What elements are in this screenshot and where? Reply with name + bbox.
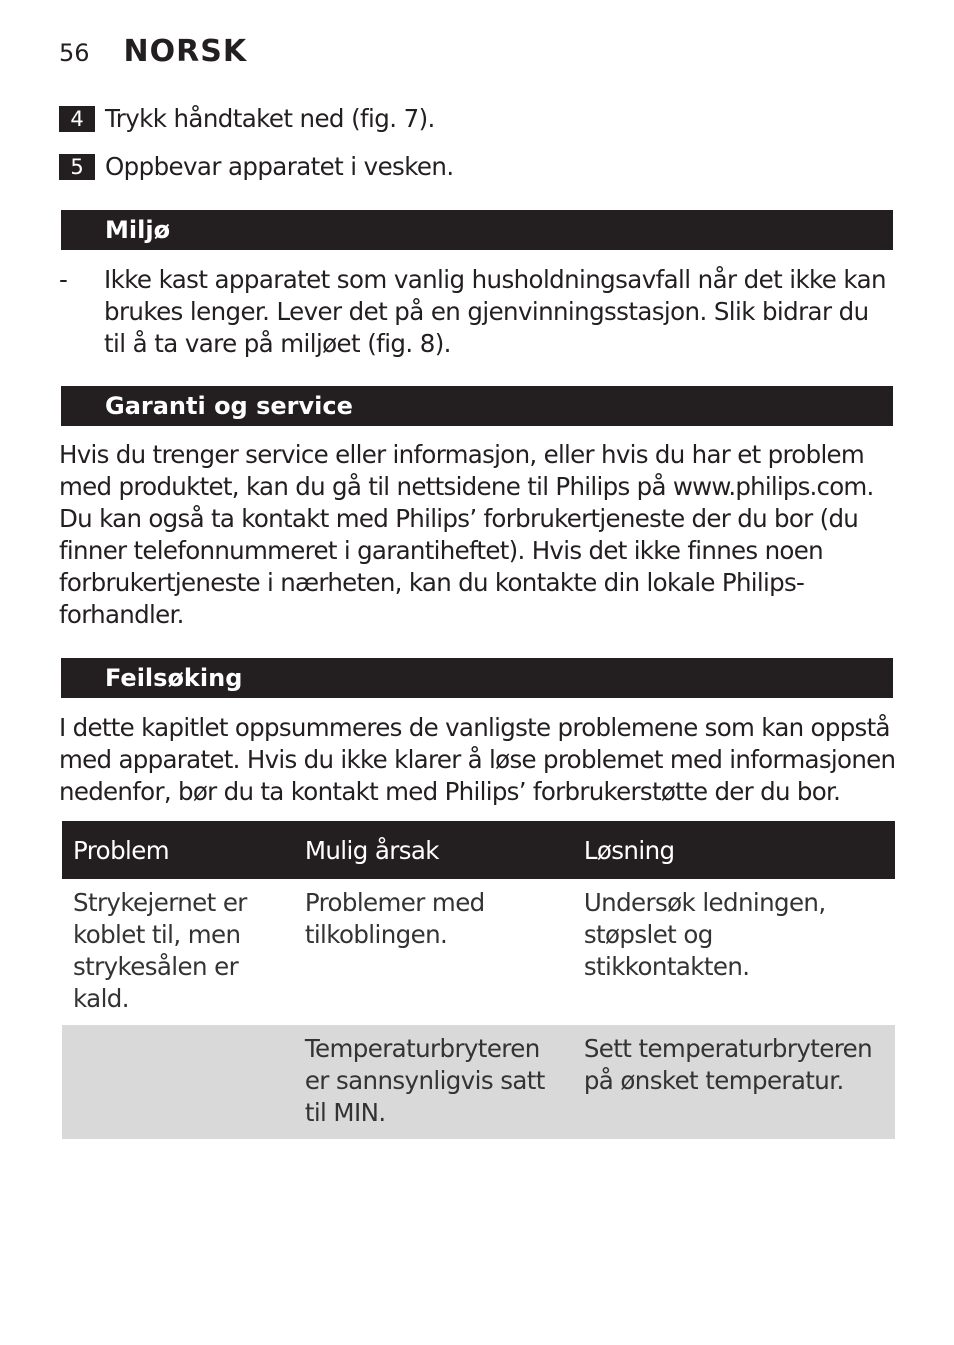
language-title: NORSK — [123, 34, 248, 69]
column-header-problem: Problem — [62, 821, 294, 879]
section-heading-guarantee: Garanti og service — [61, 386, 893, 426]
step-text: Trykk håndtaket ned (fig. 7). — [105, 104, 435, 133]
cell-problem: Strykejernet er koblet til, men strykesålen er kald. — [73, 888, 247, 1013]
table-row — [62, 879, 895, 1025]
table-header-row — [62, 821, 895, 879]
cell-solution: Sett temperaturbryteren på ønsket temperatur. — [573, 1025, 895, 1139]
bullet-marker: - — [59, 265, 68, 294]
step-text: Oppbevar apparatet i vesken. — [105, 152, 454, 181]
step-number-badge: 5 — [59, 154, 95, 180]
table-row — [62, 1025, 895, 1139]
environment-text: Ikke kast apparatet som vanlig husholdningsavfall når det ikke kan brukes lenger. Lever det på en gjenvinningsstasjon. Slik bidrar du til å ta vare på miljøet (fig. 8). — [104, 265, 886, 358]
section-heading-environment: Miljø — [61, 210, 893, 250]
section-heading-troubleshooting: Feilsøking — [61, 658, 893, 698]
guarantee-text-after: . Du kan også ta kontakt med Philips’ forbrukertjeneste der du bor (du finner telefonnummeret i garantiheftet). Hvis det ikke finnes noen forbrukertjeneste i nærheten, kan du kontakte din lokale Philips-forhandler. — [59, 472, 874, 629]
cell-cause: Temperaturbryteren er sannsynligvis satt til MIN. — [294, 1025, 573, 1139]
column-header-solution: Løsning — [573, 821, 895, 879]
guarantee-paragraph — [59, 439, 897, 631]
column-header-cause: Mulig årsak — [294, 821, 573, 879]
cell-cause: Problemer med tilkoblingen. — [304, 888, 485, 949]
philips-website-link[interactable]: www.philips.com — [672, 472, 867, 501]
page-header — [59, 34, 247, 74]
guarantee-text-before: Hvis du trenger service eller informasjon, eller hvis du har et problem med produktet, kan du gå til nettsidene til Philips på — [59, 440, 865, 501]
step-number-badge: 4 — [59, 106, 95, 132]
step-item — [59, 152, 454, 181]
cell-problem — [62, 1025, 294, 1139]
troubleshooting-intro: I dette kapitlet oppsummeres de vanligste problemene som kan oppstå med apparatet. Hvis du ikke klarer å løse problemet med informasjonen nedenfor, bør du ta kontakt med Philips’ forbrukerstøtte der du bor. — [59, 713, 896, 806]
step-item — [59, 104, 435, 133]
cell-solution: Undersøk ledningen, støpslet og stikkontakten. — [583, 888, 826, 981]
page-number: 56 — [59, 39, 90, 67]
troubleshooting-table — [62, 821, 895, 1139]
environment-bullet — [59, 264, 894, 360]
